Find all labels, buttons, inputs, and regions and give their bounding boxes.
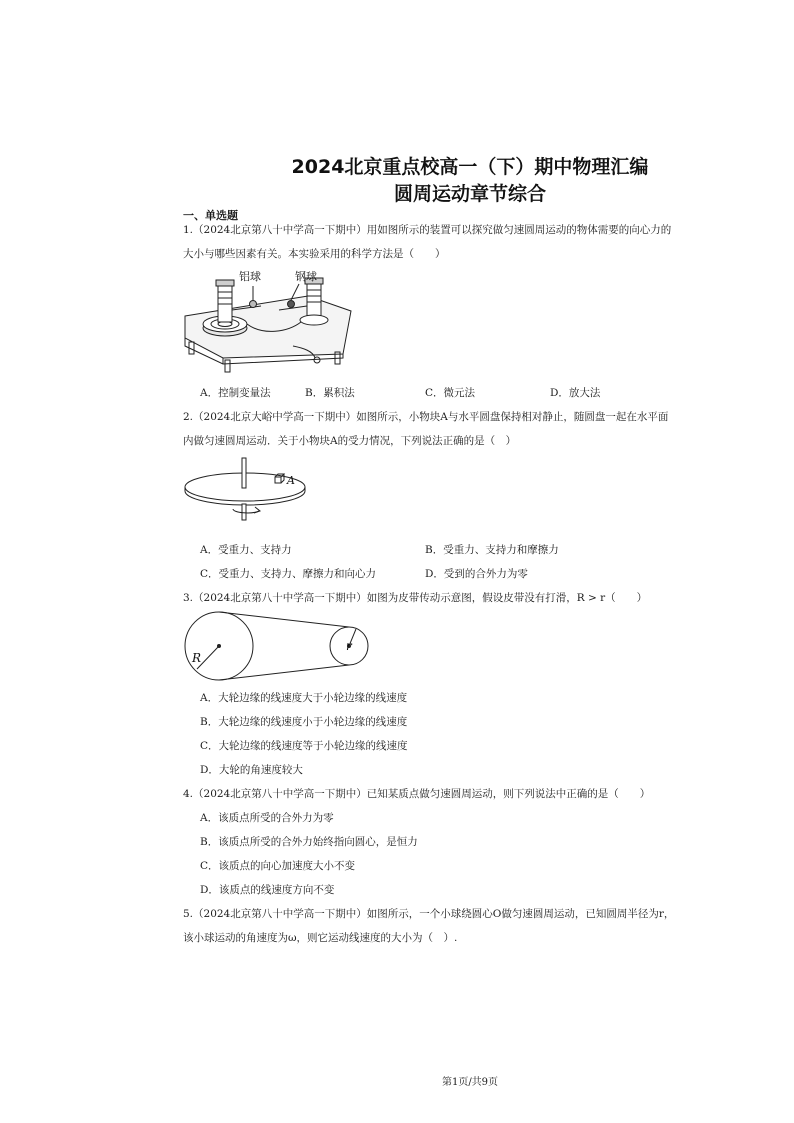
question-3-option-c: C．大轮边缘的线速度等于小轮边缘的线速度 (200, 740, 408, 752)
figure-label-big-radius: R (192, 651, 202, 665)
question-1-option-a: A．控制变量法 (200, 387, 271, 399)
question-4-option-b: B．该质点所受的合外力始终指向圆心，是恒力 (200, 836, 418, 848)
section-heading: 一、单选题 (183, 209, 238, 222)
figure-label-small-radius: r (346, 639, 352, 653)
question-2-option-b: B．受重力、支持力和摩擦力 (425, 544, 559, 556)
question-2-option-c: C．受重力、支持力、摩擦力和向心力 (200, 568, 377, 580)
question-4-option-d: D．该质点的线速度方向不变 (200, 884, 335, 896)
question-4-line-1: 4.（2024北京第八十中学高一下期中）已知某质点做匀速圆周运动，则下列说法中正确的是（ ） (183, 788, 651, 800)
page-footer: 第1页/共9页 (441, 1077, 499, 1088)
question-1-option-d: D．放大法 (550, 387, 601, 399)
figure-label-aluminum-ball: 铝球 (239, 270, 261, 283)
question-1-line-2: 大小与哪些因素有关。本实验采用的科学方法是（ ） (183, 248, 446, 260)
rotating-disk-figure (183, 455, 308, 525)
question-1-option-b: B．累积法 (305, 387, 355, 399)
question-4-option-c: C．该质点的向心加速度大小不变 (200, 860, 356, 872)
question-5-line-2: 该小球运动的角速度为ω，则它运动线速度的大小为（ ）. (183, 932, 458, 944)
question-2-option-a: A．受重力、支持力 (200, 544, 292, 556)
belt-drive-figure (183, 611, 368, 683)
question-2-line-1: 2.（2024北京大峪中学高一下期中）如图所示，小物块A与水平圆盘保持相对静止，随圆盘一起在水平面 (183, 411, 669, 423)
figure-label-steel-ball: 钢球 (295, 270, 317, 283)
question-1-line-1: 1.（2024北京第八十中学高一下期中）用如图所示的装置可以探究做匀速圆周运动的物体需要的向心力的 (183, 224, 672, 236)
question-2-line-2: 内做匀速圆周运动．关于小物块A的受力情况，下列说法正确的是（ ） (183, 435, 517, 447)
question-1-option-c: C．微元法 (425, 387, 476, 399)
question-2-option-d: D．受到的合外力为零 (425, 568, 528, 580)
question-3-line-1: 3.（2024北京第八十中学高一下期中）如图为皮带传动示意图，假设皮带没有打滑，R > r（ ） (183, 592, 648, 604)
question-3-option-b: B．大轮边缘的线速度小于小轮边缘的线速度 (200, 716, 408, 728)
figure-label-block-a: A (287, 474, 295, 487)
page-subtitle: 圆周运动章节综合 (393, 183, 546, 205)
question-3-option-d: D．大轮的角速度较大 (200, 764, 303, 776)
question-4-option-a: A．该质点所受的合外力为零 (200, 812, 334, 824)
centripetal-apparatus-figure (183, 266, 353, 376)
question-3-option-a: A．大轮边缘的线速度大于小轮边缘的线速度 (200, 692, 408, 704)
page-title: 2024北京重点校高一（下）期中物理汇编 (291, 156, 649, 178)
question-5-line-1: 5.（2024北京第八十中学高一下期中）如图所示，一个小球绕圆心O做匀速圆周运动，已知圆周半径为r， (183, 908, 675, 920)
